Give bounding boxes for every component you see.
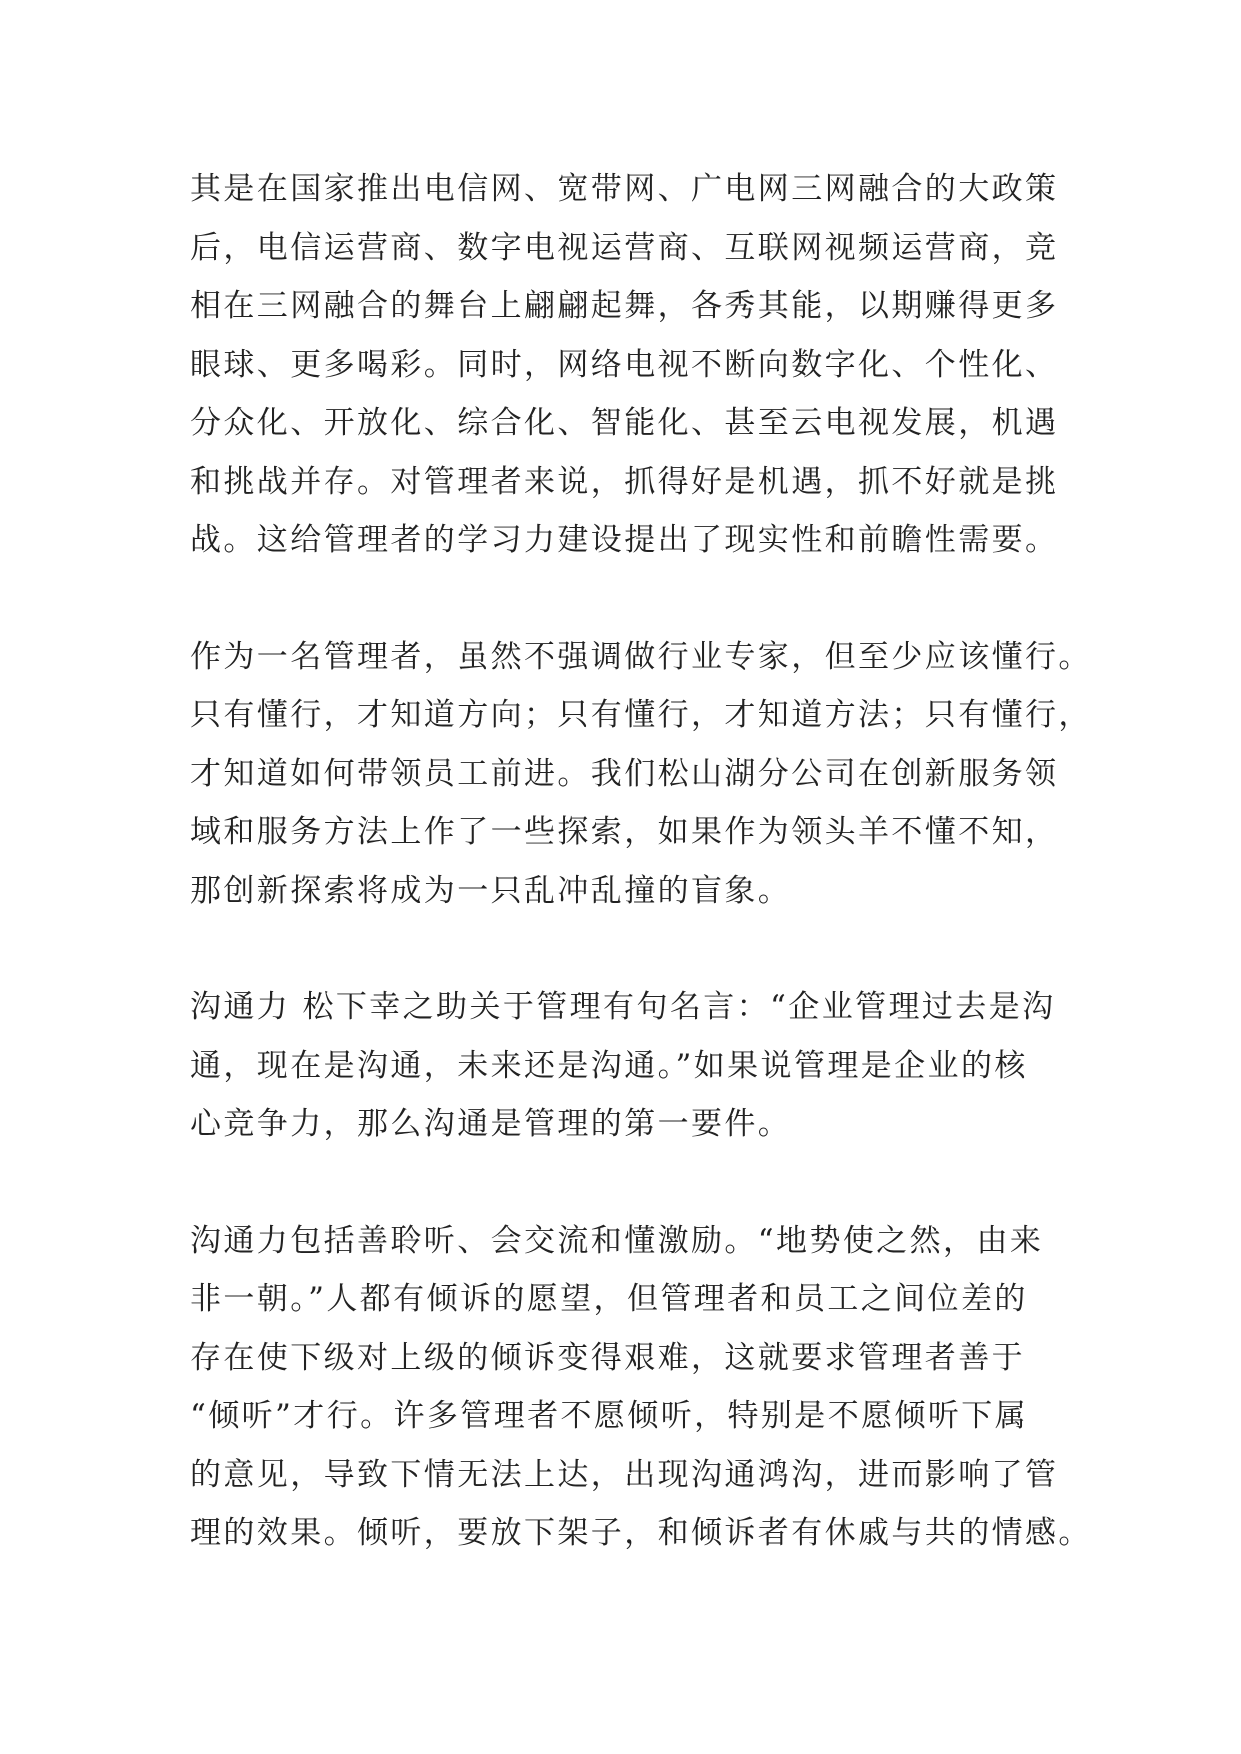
text-line: 沟通力 松下幸之助关于管理有句名言：“企业管理过去是沟 [190, 989, 1056, 1025]
text-line: 眼球、更多喝彩。同时，网络电视不断向数字化、个性化、 [190, 346, 1059, 383]
text-line: “倾听”才行。许多管理者不愿倾听，特别是不愿倾听下属 [190, 1398, 1029, 1434]
paragraph-2 [190, 628, 1092, 921]
text-line: 理的效果。倾听，要放下架子，和倾诉者有休戚与共的情感。 [190, 1515, 1092, 1551]
text-line: 那创新探索将成为一只乱冲乱撞的盲象。 [190, 872, 792, 909]
text-line: 后，电信运营商、数字电视运营商、互联网视频运营商，竞 [190, 229, 1059, 266]
text-line: 心竞争力，那么沟通是管理的第一要件。 [190, 1106, 792, 1142]
text-line: 存在使下级对上级的倾诉变得艰难，这就要求管理者善于 [190, 1339, 1025, 1376]
text-line: 沟通力包括善聆听、会交流和懂激励。“地势使之然，由来 [190, 1222, 1044, 1259]
text-line: 只有懂行，才知道方向；只有懂行，才知道方法；只有懂行， [190, 697, 1092, 733]
text-line: 和挑战并存。对管理者来说，抓得好是机遇，抓不好就是挑 [190, 463, 1059, 500]
text-line: 其是在国家推出电信网、宽带网、广电网三网融合的大政策 [190, 171, 1059, 207]
text-line: 相在三网融合的舞台上翩翩起舞，各秀其能，以期赚得更多 [190, 288, 1059, 324]
paragraph-1 [190, 160, 1070, 570]
text-line: 的意见，导致下情无法上达，出现沟通鸿沟，进而影响了管 [190, 1456, 1059, 1493]
text-line: 域和服务方法上作了一些探索，如果作为领头羊不懂不知， [190, 814, 1059, 850]
text-line: 战。这给管理者的学习力建设提出了现实性和前瞻性需要。 [190, 522, 1059, 558]
text-line: 非一朝。”人都有倾诉的愿望，但管理者和员工之间位差的 [190, 1281, 1028, 1317]
document-body [190, 160, 1092, 1621]
text-line: 作为一名管理者，虽然不强调做行业专家，但至少应该懂行。 [190, 638, 1092, 675]
paragraph-3 [190, 978, 1070, 1154]
paragraph-4 [190, 1212, 1092, 1563]
text-line: 通，现在是沟通，未来还是沟通。”如果说管理是企业的核 [190, 1047, 1028, 1084]
text-line: 才知道如何带领员工前进。我们松山湖分公司在创新服务领 [190, 755, 1059, 792]
text-line: 分众化、开放化、综合化、智能化、甚至云电视发展，机遇 [190, 405, 1059, 441]
